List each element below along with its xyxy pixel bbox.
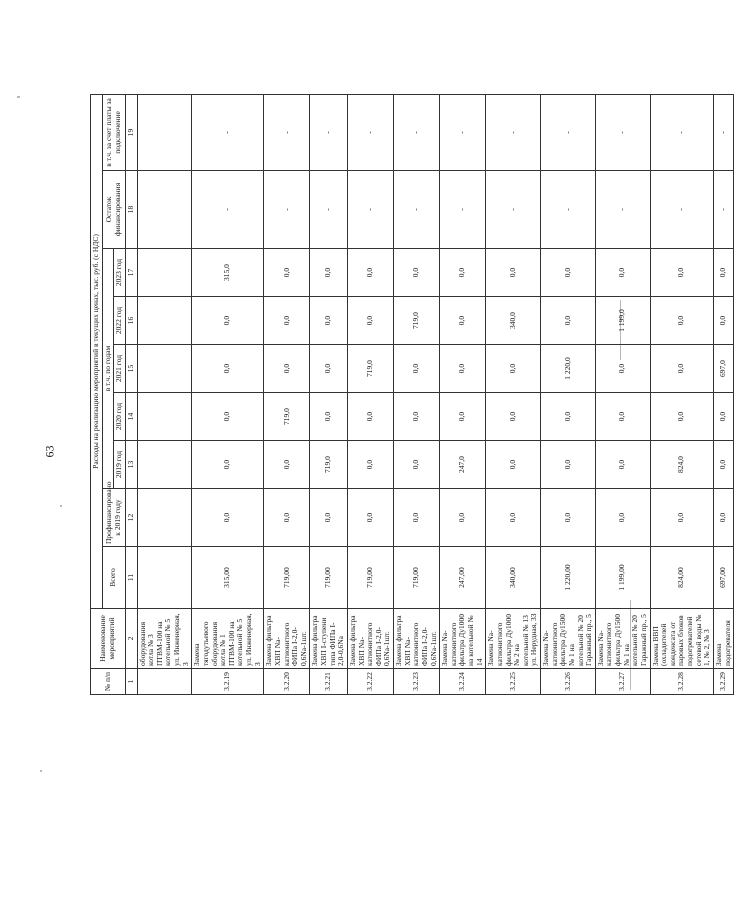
cell-name: Замена фильтра ХВП I-ступени типа ФИПа I-2,0-0,6Na xyxy=(310,609,348,669)
cell-y2023: 0,0 xyxy=(264,249,310,297)
cell-y2023: 0,0 xyxy=(713,249,733,297)
column-number: 13 xyxy=(125,441,137,489)
cell-total: 719,00 xyxy=(394,547,440,609)
cell-y2020: 0,0 xyxy=(192,393,264,441)
cell-y2019: 0,0 xyxy=(264,441,310,489)
cell-y2021: 0,0 xyxy=(394,345,440,393)
cell-y2023 xyxy=(137,249,192,297)
cell-y2020: 0,0 xyxy=(310,393,348,441)
page-number: 63 xyxy=(42,445,57,458)
cell-fee: - xyxy=(650,94,713,170)
header-col-total: Всего xyxy=(102,547,125,609)
cell-y2021: 1 220,0 xyxy=(541,345,596,393)
cell-total: 719,00 xyxy=(310,547,348,609)
cell-y2022: 0,0 xyxy=(347,297,393,345)
cell-prefin: 0,0 xyxy=(595,489,650,547)
expenses-table xyxy=(90,94,734,695)
cell-num: 3.2.22 xyxy=(347,669,393,695)
cell-y2020: 0,0 xyxy=(394,393,440,441)
cell-num: 3.2.21 xyxy=(310,669,348,695)
scan-speck xyxy=(17,96,20,98)
cell-y2019 xyxy=(137,441,192,489)
cell-y2022 xyxy=(137,297,192,345)
cell-y2023: 0,0 xyxy=(595,249,650,297)
cell-y2023: 0,0 xyxy=(310,249,348,297)
cell-prefin: 0,0 xyxy=(541,489,596,547)
cell-name: Замена Na-катионитного фильтра Ду1000 на котельной № 14 xyxy=(440,609,486,669)
table-row xyxy=(541,94,596,694)
cell-y2020: 0,0 xyxy=(440,393,486,441)
cell-y2023: 0,0 xyxy=(541,249,596,297)
cell-y2023: 0,0 xyxy=(440,249,486,297)
column-number: 18 xyxy=(125,171,137,249)
cell-num: 3.2.23 xyxy=(394,669,440,695)
cell-remaining: - xyxy=(713,171,733,249)
cell-y2019: 0,0 xyxy=(541,441,596,489)
cell-remaining: - xyxy=(486,171,541,249)
header-year: 2022 год xyxy=(114,297,126,345)
cell-fee: - xyxy=(713,94,733,170)
header-subgroup-years: в т.ч. по годам xyxy=(102,249,114,489)
cell-y2022: 0,0 xyxy=(440,297,486,345)
header-year: 2021 год xyxy=(114,345,126,393)
cell-y2020: 0,0 xyxy=(713,393,733,441)
cell-y2021: 0,0 xyxy=(192,345,264,393)
header-col-num: № п/п xyxy=(91,669,126,695)
cell-fee: - xyxy=(310,94,348,170)
cell-remaining: - xyxy=(192,171,264,249)
cell-num: 3.2.19 xyxy=(192,669,264,695)
cell-name: оборудования котла № 3 ПТВМ-100 на котельной № 5 ул. Инженерная, 3 xyxy=(137,609,192,669)
cell-y2022: 0,0 xyxy=(541,297,596,345)
header-col-prefin: Профинансировано к 2019 году xyxy=(102,489,125,547)
column-number: 14 xyxy=(125,393,137,441)
cell-prefin: 0,0 xyxy=(264,489,310,547)
cell-y2022: 1 199,0 xyxy=(595,297,650,345)
cell-y2023: 0,0 xyxy=(394,249,440,297)
cell-y2019: 719,0 xyxy=(310,441,348,489)
table-row xyxy=(595,94,650,694)
header-year: 2019 год xyxy=(114,441,126,489)
cell-y2020: 0,0 xyxy=(486,393,541,441)
column-number: 11 xyxy=(125,547,137,609)
cell-y2021: 0,0 xyxy=(650,345,713,393)
cell-y2022: 340,0 xyxy=(486,297,541,345)
cell-remaining: - xyxy=(650,171,713,249)
cell-num: 3.2.29 xyxy=(713,669,733,695)
table-row xyxy=(347,94,393,694)
cell-y2021: 0,0 xyxy=(486,345,541,393)
cell-prefin xyxy=(137,489,192,547)
cell-fee: - xyxy=(486,94,541,170)
cell-num: 3.2.26 xyxy=(541,669,596,695)
header-col-name: Наименование мероприятий xyxy=(91,609,126,669)
cell-remaining: - xyxy=(394,171,440,249)
table-row xyxy=(264,94,310,694)
cell-name: Замена Na-катионитного фильтра Ду1000 № 2 на котельной № 13 ул. Нерудная, 33 xyxy=(486,609,541,669)
column-number: 17 xyxy=(125,249,137,297)
cell-y2019: 247,0 xyxy=(440,441,486,489)
cell-fee: - xyxy=(192,94,264,170)
cell-name: Замена фильтра ХВП Na-катионитного ФИПа I-2,0-0,6Na-1шт. xyxy=(394,609,440,669)
cell-y2023: 315,0 xyxy=(192,249,264,297)
cell-y2020 xyxy=(137,393,192,441)
cell-num: 3.2.20 xyxy=(264,669,310,695)
cell-fee: - xyxy=(347,94,393,170)
header-group-title: Расходы на реализацию мероприятий в текущих ценах, тыс. руб. (с НДС) xyxy=(91,94,103,608)
cell-total: 315,00 xyxy=(192,547,264,609)
table-row xyxy=(486,94,541,694)
cell-total: 1 220,00 xyxy=(541,547,596,609)
cell-fee: - xyxy=(541,94,596,170)
cell-name: Замена фильтра ХВП Na-катионитного ФИПа I-2,0-0,6Na-1шт. xyxy=(264,609,310,669)
cell-prefin: 0,0 xyxy=(650,489,713,547)
header-year: 2023 год xyxy=(114,249,126,297)
cell-y2021: 0,0 xyxy=(440,345,486,393)
cell-prefin: 0,0 xyxy=(347,489,393,547)
cell-fee xyxy=(137,94,192,170)
column-number-row xyxy=(125,94,137,694)
cell-remaining xyxy=(137,171,192,249)
cell-prefin: 0,0 xyxy=(310,489,348,547)
cell-y2021: 0,0 xyxy=(595,345,650,393)
scan-speck xyxy=(60,505,62,507)
cell-name: Замена фильтра ХВП Na-катионитного ФИПа I-2,0-0,6Na-1шт. xyxy=(347,609,393,669)
cell-y2022: 0,0 xyxy=(264,297,310,345)
cell-y2020: 0,0 xyxy=(650,393,713,441)
cell-num: 3.2.27 xyxy=(595,669,650,695)
cell-y2019: 0,0 xyxy=(595,441,650,489)
cell-y2020: 719,0 xyxy=(264,393,310,441)
table-row xyxy=(310,94,348,694)
header-col-fee: в т.ч. за счет платы за подключение xyxy=(102,94,125,170)
cell-total: 247,00 xyxy=(440,547,486,609)
cell-y2022: 0,0 xyxy=(713,297,733,345)
header-col-remaining: Остаток финансирования xyxy=(102,171,125,249)
cell-num xyxy=(137,669,192,695)
cell-y2019: 0,0 xyxy=(394,441,440,489)
cell-total: 719,00 xyxy=(264,547,310,609)
table-row xyxy=(713,94,733,694)
cell-y2022: 0,0 xyxy=(192,297,264,345)
cell-remaining: - xyxy=(440,171,486,249)
cell-total: 824,00 xyxy=(650,547,713,609)
cell-prefin: 0,0 xyxy=(440,489,486,547)
cell-total: 1 199,00 xyxy=(595,547,650,609)
rotated-table-wrapper xyxy=(90,95,732,695)
table-row xyxy=(440,94,486,694)
cell-y2021: 0,0 xyxy=(310,345,348,393)
column-number: 19 xyxy=(125,94,137,170)
cell-y2019: 0,0 xyxy=(713,441,733,489)
table-row xyxy=(192,94,264,694)
table-row xyxy=(650,94,713,694)
cell-total: 719,00 xyxy=(347,547,393,609)
cell-name: Замена тягодутьевого оборудования котла № 1 ПТВМ-100 на котельной № 5 ул. Инженерная, 3 xyxy=(192,609,264,669)
cell-y2023: 0,0 xyxy=(486,249,541,297)
cell-remaining: - xyxy=(310,171,348,249)
cell-prefin: 0,0 xyxy=(486,489,541,547)
cell-y2021: 697,0 xyxy=(713,345,733,393)
cell-fee: - xyxy=(394,94,440,170)
scan-speck xyxy=(40,770,42,772)
cell-fee: - xyxy=(264,94,310,170)
cell-y2021: 0,0 xyxy=(264,345,310,393)
header-year: 2020 год xyxy=(114,393,126,441)
cell-name: Замена Na-катионитного фильтра Ду1500 № 1 на котельной № 20 Гаражный пр., 5 xyxy=(595,609,650,669)
cell-remaining: - xyxy=(541,171,596,249)
table-row xyxy=(137,94,192,694)
cell-fee: - xyxy=(440,94,486,170)
cell-y2022: 719,0 xyxy=(394,297,440,345)
table-body xyxy=(137,94,734,694)
cell-num: 3.2.25 xyxy=(486,669,541,695)
cell-prefin: 0,0 xyxy=(713,489,733,547)
cell-y2023: 0,0 xyxy=(650,249,713,297)
cell-name: Замена ВВП (охладителей конденсата от паровых блоков подогревателей сетевой воды № 1, № 2, № 3 xyxy=(650,609,713,669)
cell-y2020: 0,0 xyxy=(347,393,393,441)
cell-y2022: 0,0 xyxy=(310,297,348,345)
column-number: 1 xyxy=(125,669,137,695)
cell-num: 3.2.24 xyxy=(440,669,486,695)
cell-y2022: 0,0 xyxy=(650,297,713,345)
cell-num: 3.2.28 xyxy=(650,669,713,695)
cell-total: 697,00 xyxy=(713,547,733,609)
cell-y2019: 0,0 xyxy=(347,441,393,489)
column-number: 12 xyxy=(125,489,137,547)
cell-total: 340,00 xyxy=(486,547,541,609)
cell-y2023: 0,0 xyxy=(347,249,393,297)
column-number: 15 xyxy=(125,345,137,393)
cell-y2019: 0,0 xyxy=(486,441,541,489)
cell-remaining: - xyxy=(347,171,393,249)
cell-y2020: 0,0 xyxy=(595,393,650,441)
cell-y2021: 719,0 xyxy=(347,345,393,393)
cell-y2020: 0,0 xyxy=(541,393,596,441)
cell-y2021 xyxy=(137,345,192,393)
table-row xyxy=(394,94,440,694)
column-number: 2 xyxy=(125,609,137,669)
cell-remaining: - xyxy=(264,171,310,249)
cell-remaining: - xyxy=(595,171,650,249)
cell-name: Замена подогревателя xyxy=(713,609,733,669)
cell-y2019: 824,0 xyxy=(650,441,713,489)
cell-prefin: 0,0 xyxy=(192,489,264,547)
cell-y2019: 0,0 xyxy=(192,441,264,489)
cell-prefin: 0,0 xyxy=(394,489,440,547)
cell-total xyxy=(137,547,192,609)
column-number: 16 xyxy=(125,297,137,345)
cell-fee: - xyxy=(595,94,650,170)
cell-name: Замена Na-катионитного фильтра Ду1500 № 1 на котельной № 20 Гаражный пр., 5 xyxy=(541,609,596,669)
